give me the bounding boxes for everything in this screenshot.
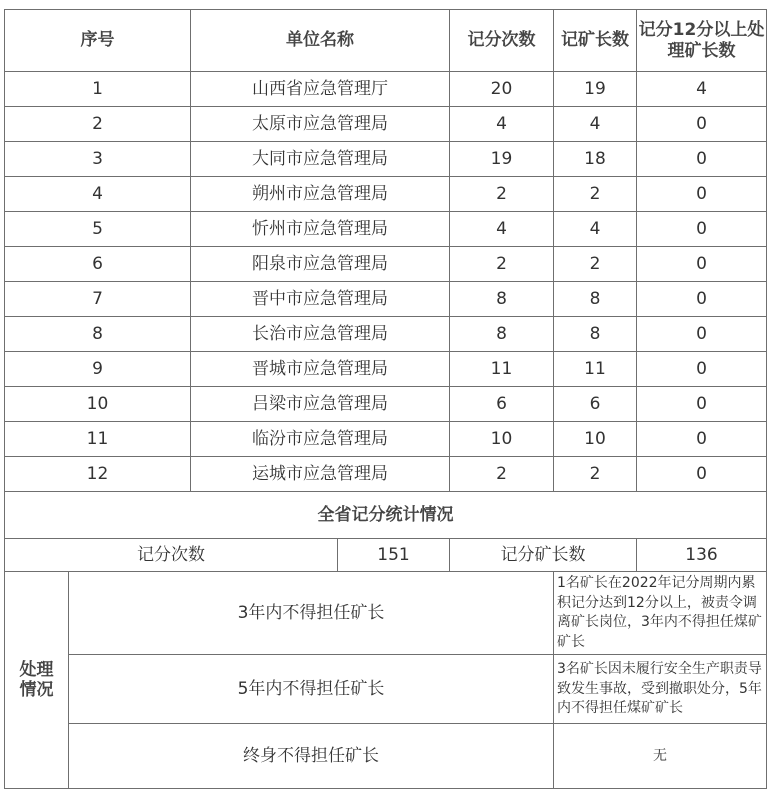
- header-score-count: 记分次数: [450, 10, 554, 72]
- row-manager-count: 2: [554, 177, 637, 212]
- row-score-count: 4: [450, 212, 554, 247]
- header-unit: 单位名称: [191, 10, 450, 72]
- table-row: [5, 387, 767, 422]
- row-manager-count: 18: [554, 142, 637, 177]
- row-manager-count: 6: [554, 387, 637, 422]
- table-row: [5, 142, 767, 177]
- row-manager-count: 8: [554, 317, 637, 352]
- row-over12: 4: [637, 72, 767, 107]
- row-manager-count: 4: [554, 107, 637, 142]
- penalty-row: [5, 724, 767, 789]
- row-index: 6: [5, 247, 191, 282]
- row-index: 2: [5, 107, 191, 142]
- row-index: 5: [5, 212, 191, 247]
- row-manager-count: 2: [554, 457, 637, 492]
- row-index: 1: [5, 72, 191, 107]
- score-count-label: 记分次数: [5, 539, 338, 572]
- row-over12: 0: [637, 142, 767, 177]
- penalty-label: 处理情况: [5, 572, 69, 789]
- statistics-table: [4, 9, 767, 789]
- row-score-count: 11: [450, 352, 554, 387]
- score-count-value: 151: [338, 539, 450, 572]
- row-over12: 0: [637, 422, 767, 457]
- table-row: [5, 247, 767, 282]
- header-row: [5, 10, 767, 72]
- row-unit: 长治市应急管理局: [191, 317, 450, 352]
- row-manager-count: 19: [554, 72, 637, 107]
- table-row: [5, 422, 767, 457]
- table-row: [5, 72, 767, 107]
- row-unit: 山西省应急管理厅: [191, 72, 450, 107]
- table-row: [5, 177, 767, 212]
- row-manager-count: 2: [554, 247, 637, 282]
- row-unit: 忻州市应急管理局: [191, 212, 450, 247]
- penalty-category: 终身不得担任矿长: [69, 724, 554, 789]
- row-score-count: 8: [450, 317, 554, 352]
- penalty-detail: 3名矿长因未履行安全生产职责导致发生事故，受到撤职处分，5年内不得担任煤矿矿长: [554, 655, 767, 724]
- row-manager-count: 8: [554, 282, 637, 317]
- manager-count-label: 记分矿长数: [450, 539, 637, 572]
- penalty-detail: 无: [554, 724, 767, 789]
- penalty-category: 3年内不得担任矿长: [69, 572, 554, 655]
- row-score-count: 4: [450, 107, 554, 142]
- row-score-count: 20: [450, 72, 554, 107]
- header-manager-count: 记矿长数: [554, 10, 637, 72]
- row-unit: 晋城市应急管理局: [191, 352, 450, 387]
- row-over12: 0: [637, 212, 767, 247]
- row-unit: 临汾市应急管理局: [191, 422, 450, 457]
- summary-totals-row: [5, 539, 767, 572]
- penalty-category: 5年内不得担任矿长: [69, 655, 554, 724]
- row-index: 8: [5, 317, 191, 352]
- table-row: [5, 457, 767, 492]
- table-row: [5, 212, 767, 247]
- row-over12: 0: [637, 247, 767, 282]
- row-unit: 大同市应急管理局: [191, 142, 450, 177]
- row-index: 7: [5, 282, 191, 317]
- table-row: [5, 107, 767, 142]
- row-score-count: 6: [450, 387, 554, 422]
- row-manager-count: 4: [554, 212, 637, 247]
- summary-title-row: [5, 492, 767, 539]
- row-unit: 朔州市应急管理局: [191, 177, 450, 212]
- row-index: 11: [5, 422, 191, 457]
- row-score-count: 2: [450, 247, 554, 282]
- row-score-count: 2: [450, 177, 554, 212]
- row-manager-count: 11: [554, 352, 637, 387]
- row-index: 10: [5, 387, 191, 422]
- row-index: 12: [5, 457, 191, 492]
- penalty-row: [5, 572, 767, 655]
- row-manager-count: 10: [554, 422, 637, 457]
- penalty-detail: 1名矿长在2022年记分周期内累积记分达到12分以上，被责令调离矿长岗位，3年内不得担任煤矿矿长: [554, 572, 767, 655]
- penalty-row: [5, 655, 767, 724]
- table-row: [5, 352, 767, 387]
- row-unit: 吕梁市应急管理局: [191, 387, 450, 422]
- row-score-count: 19: [450, 142, 554, 177]
- row-index: 9: [5, 352, 191, 387]
- summary-title: 全省记分统计情况: [5, 492, 767, 539]
- row-score-count: 10: [450, 422, 554, 457]
- row-index: 3: [5, 142, 191, 177]
- row-over12: 0: [637, 317, 767, 352]
- table-row: [5, 317, 767, 352]
- manager-count-value: 136: [637, 539, 767, 572]
- table-row: [5, 282, 767, 317]
- row-over12: 0: [637, 387, 767, 422]
- row-score-count: 2: [450, 457, 554, 492]
- row-unit: 阳泉市应急管理局: [191, 247, 450, 282]
- row-score-count: 8: [450, 282, 554, 317]
- row-over12: 0: [637, 457, 767, 492]
- header-index: 序号: [5, 10, 191, 72]
- header-over12: 记分12分以上处理矿长数: [637, 10, 767, 72]
- row-over12: 0: [637, 352, 767, 387]
- row-over12: 0: [637, 107, 767, 142]
- row-unit: 太原市应急管理局: [191, 107, 450, 142]
- row-index: 4: [5, 177, 191, 212]
- row-unit: 晋中市应急管理局: [191, 282, 450, 317]
- row-over12: 0: [637, 282, 767, 317]
- row-over12: 0: [637, 177, 767, 212]
- row-unit: 运城市应急管理局: [191, 457, 450, 492]
